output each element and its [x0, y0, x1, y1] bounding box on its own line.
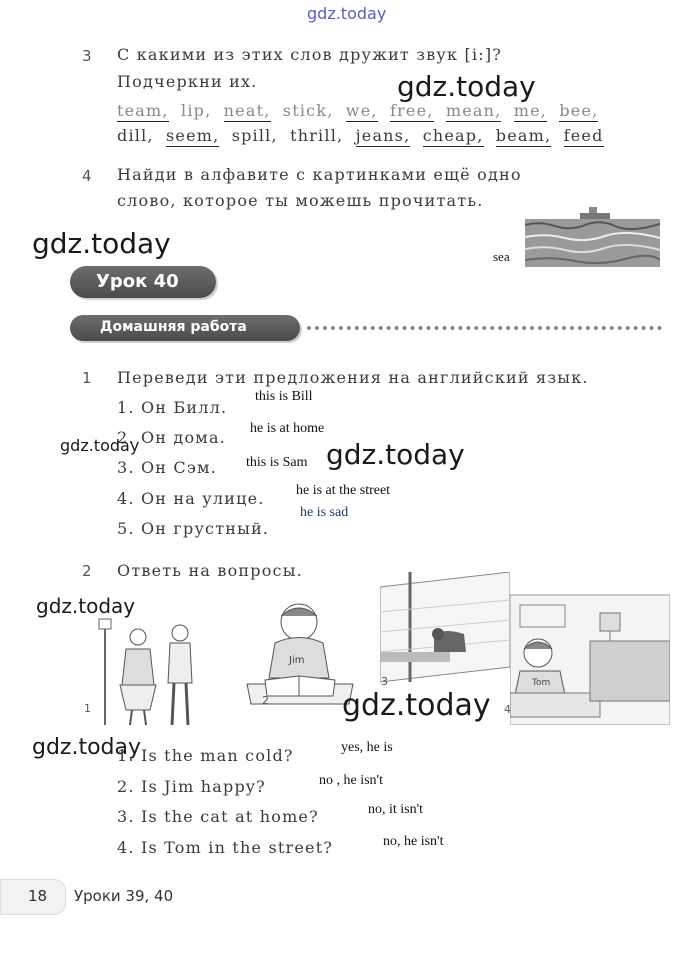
lesson-title-badge: [70, 266, 216, 298]
picture-label-1: 1: [84, 702, 91, 715]
watermark: gdz.today: [32, 735, 142, 760]
word: free,: [389, 101, 434, 120]
watermark: gdz.today: [36, 594, 136, 618]
picture-label-3: 3: [381, 675, 388, 688]
word: cheap,: [422, 126, 484, 145]
watermark: gdz.today: [60, 436, 140, 455]
exercise4-answer: sea: [493, 249, 510, 264]
exercise3-line1: С какими из этих слов дружит звук [i:]?: [117, 45, 503, 64]
watermark: gdz.today: [397, 70, 536, 103]
task2-answer-4: no, he isn't: [383, 834, 444, 849]
word: team,: [117, 101, 169, 120]
exercise4-line2: слово, которое ты можешь прочитать.: [117, 191, 484, 210]
task2-question-2: 2. Is Jim happy?: [117, 777, 266, 796]
word: feed: [563, 126, 604, 145]
picture-room-cat: [380, 572, 510, 692]
word: we,: [345, 101, 378, 120]
task1-instruction: Переведи эти предложения на английский язык.: [117, 368, 589, 387]
task1-number: 1: [82, 369, 92, 387]
watermark: gdz.today: [342, 688, 491, 723]
task2-instruction: Ответь на вопросы.: [117, 561, 303, 580]
picture-label-2: 2: [262, 694, 269, 707]
word: beam,: [495, 126, 552, 145]
homework-badge: [70, 315, 300, 341]
tom-shirt-label: Tom: [532, 678, 551, 688]
task1-answer-3: this is Sam: [246, 455, 308, 470]
footer-page-number: 18: [28, 887, 48, 905]
task1-answer-1: this is Bill: [255, 389, 313, 404]
task1-item-3: 3. Он Сэм.: [117, 458, 217, 477]
exercise3-number: 3: [82, 47, 92, 65]
word: mean,: [445, 101, 502, 120]
task1-item-2: 2. Он дома.: [117, 428, 226, 447]
task1-answer-4: he is at the street: [296, 483, 391, 498]
exercise4-line1: Найди в алфавите с картинками ещё одно: [117, 165, 522, 184]
word: bee,: [559, 101, 599, 120]
task2-question-4: 4. Is Tom in the street?: [117, 838, 334, 857]
word: me,: [513, 101, 548, 120]
watermark: gdz.today: [326, 438, 465, 471]
task1-item-1: 1. Он Билл.: [117, 398, 228, 417]
top-watermark: gdz.today: [307, 4, 387, 23]
sea-picture: [525, 205, 660, 270]
task1-item-4: 4. Он на улице.: [117, 489, 265, 508]
homework-title: Домашняя работа: [100, 319, 247, 335]
exercise3-words-row1: [117, 101, 604, 120]
word: thrill,: [290, 126, 344, 145]
footer-lessons: Уроки 39, 40: [74, 887, 174, 905]
task2-question-1: 1. Is the man cold?: [117, 746, 294, 765]
word: seem,: [165, 126, 220, 145]
word: stick,: [282, 101, 334, 120]
word: jeans,: [355, 126, 411, 145]
watermark: gdz.today: [32, 227, 171, 260]
word: dill,: [117, 126, 154, 145]
task2-answer-1: yes, he is: [341, 740, 393, 755]
task2-number: 2: [82, 562, 92, 580]
task2-answer-3: no, it isn't: [368, 802, 424, 817]
picture-street-people: [92, 615, 202, 730]
picture-tom-bed: [510, 575, 670, 725]
task1-item-5: 5. Он грустный.: [117, 519, 270, 538]
jim-shirt-label: Jim: [289, 655, 305, 666]
picture-jim-reading: [245, 598, 355, 708]
picture-label-4: 4: [504, 703, 511, 716]
task2-question-3: 3. Is the cat at home?: [117, 807, 319, 826]
dotted-divider: [307, 326, 662, 330]
word: neat,: [223, 101, 271, 120]
exercise3-line2: Подчеркни их.: [117, 72, 258, 91]
exercise4-number: 4: [82, 167, 92, 185]
word: spill,: [231, 126, 278, 145]
task1-answer-5: he is sad: [300, 505, 349, 520]
lesson-title: Урок 40: [96, 271, 179, 292]
exercise3-words-row2: [117, 126, 610, 145]
word: lip,: [181, 101, 212, 120]
task2-answer-2: no , he isn't: [319, 773, 383, 788]
task1-answer-2: he is at home: [250, 421, 325, 436]
